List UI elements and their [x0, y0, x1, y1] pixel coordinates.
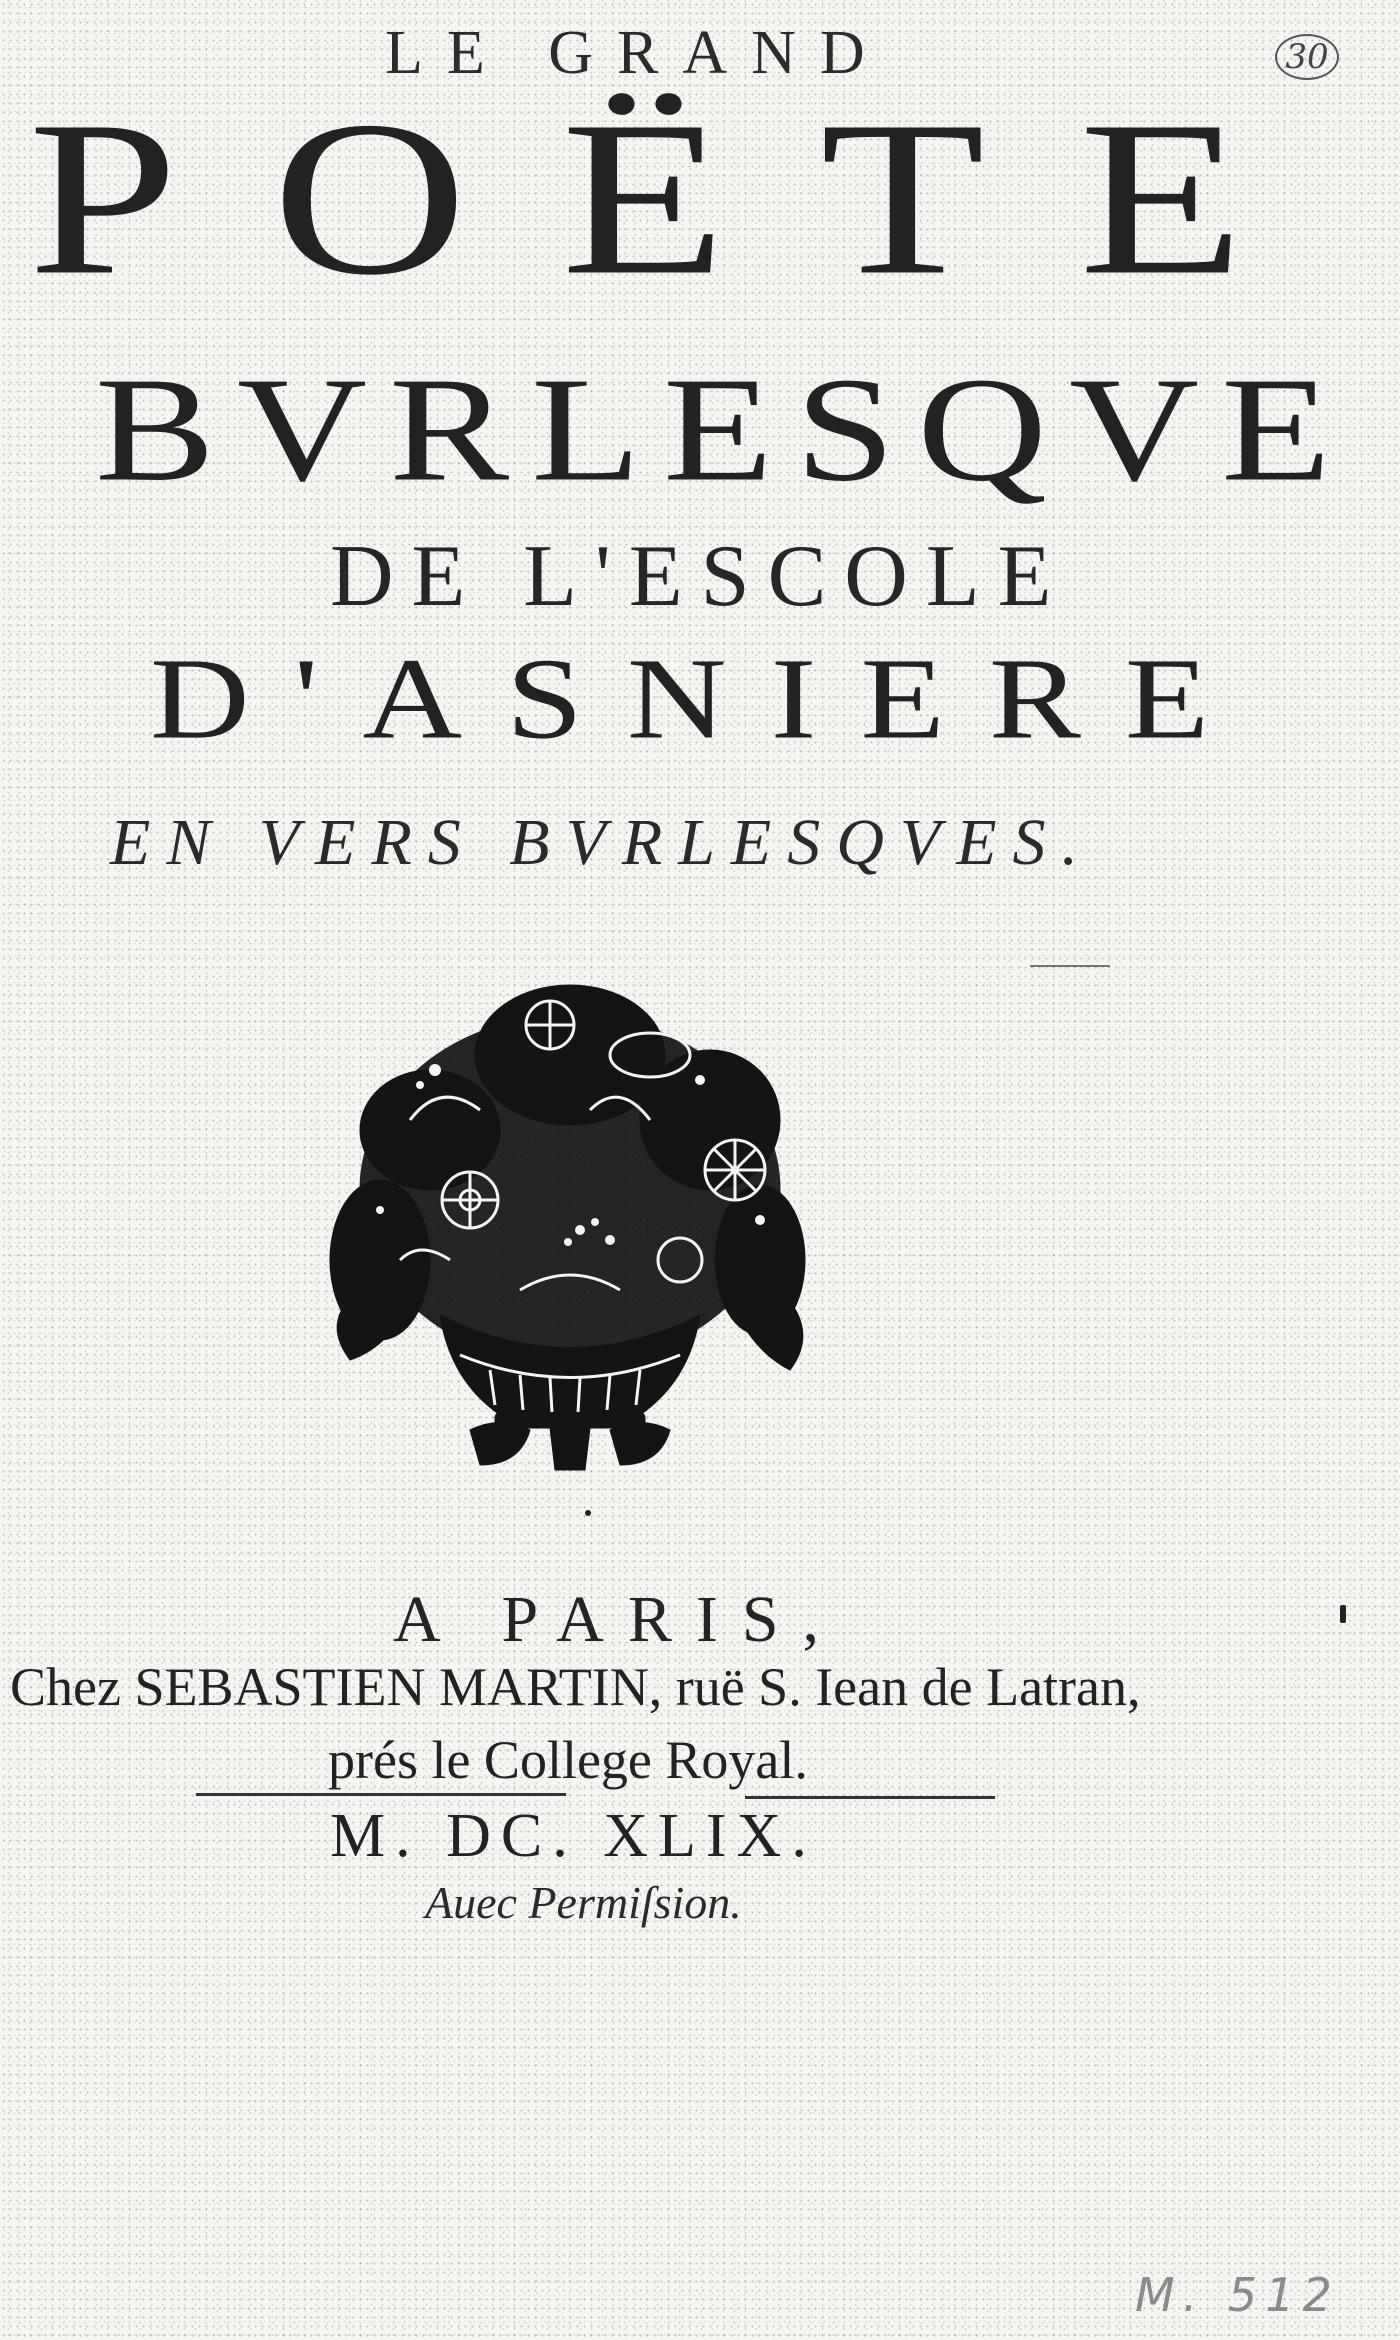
title-line-asniere: D'ASNIERE — [150, 634, 1254, 763]
imprint-publisher: Chez SEBASTIEN MARTIN, ruë S. Iean de Latran, — [10, 1657, 1141, 1717]
title-line-poete: POËTE — [28, 75, 1338, 321]
flower-vase-ornament-icon — [320, 960, 820, 1480]
title-line-escole: DE L'ESCOLE — [330, 528, 1070, 625]
imprint-date: M. DC. XLIX. — [330, 1802, 817, 1870]
title-line-le-grand: LE GRAND — [385, 19, 889, 87]
divider-rule-left — [196, 1793, 566, 1796]
folio-stamp: 30 — [1275, 34, 1339, 80]
shelfmark-annotation: M. 512 — [1135, 2268, 1340, 2322]
ink-speck — [1340, 1605, 1346, 1623]
imprint-place: A PARIS, — [393, 1583, 844, 1656]
ink-speck — [585, 1510, 591, 1516]
divider-rule-right — [745, 1796, 995, 1799]
title-line-vers-burlesques: EN VERS BVRLESQVES. — [110, 806, 1095, 879]
imprint-privilege: Auec Permiſsion. — [425, 1877, 742, 1928]
imprint-address: prés le College Royal. — [328, 1730, 808, 1790]
ink-speck — [1030, 965, 1110, 967]
title-line-burlesque: BVRLESQVE — [95, 346, 1354, 512]
